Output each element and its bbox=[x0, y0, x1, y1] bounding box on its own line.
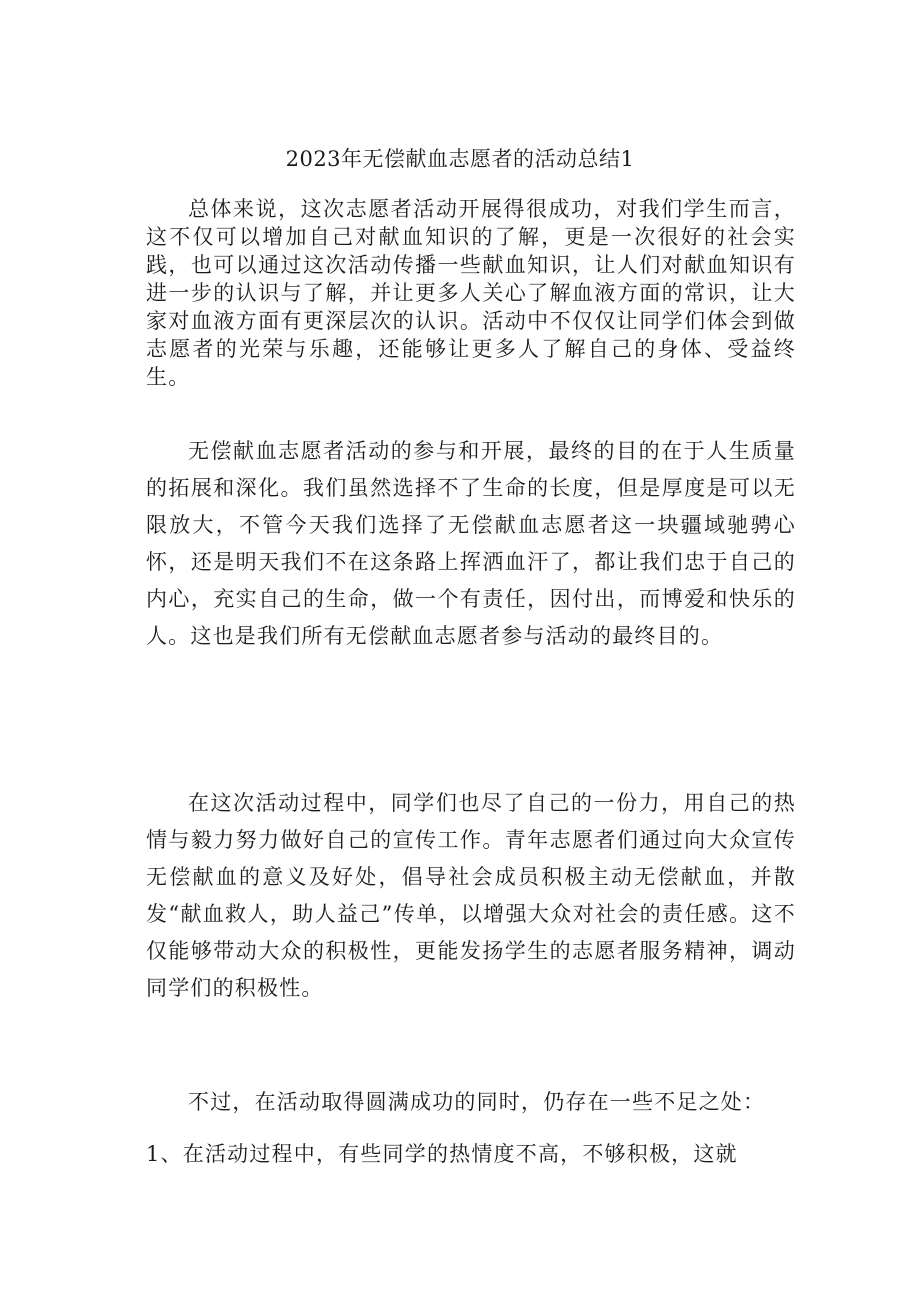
paragraph-purpose: 无偿献血志愿者活动的参与和开展，最终的目的在于人生质量的拓展和深化。我们虽然选择不了生命的长度，但是厚度是可以无限放大，不管今天我们选择了无偿献血志愿者这一块疆域驰骋心怀，还是明天我们不在这条路上挥洒血汗了，都让我们忠于自己的内心，充实自己的生命，做一个有责任，因付出，而博爱和快乐的人。这也是我们所有无偿献血志愿者参与活动的最终目的。 bbox=[146, 439, 796, 648]
list-item-1: 1、在活动过程中，有些同学的热情度不高，不够积极，这就 bbox=[146, 1142, 738, 1166]
paragraph-shortcomings-intro: 不过，在活动取得圆满成功的同时，仍存在一些不足之处： bbox=[188, 1090, 766, 1114]
paragraph-activity: 在这次活动过程中，同学们也尽了自己的一份力，用自己的热情与毅力努力做好自己的宣传工作。青年志愿者们通过向大众宣传无偿献血的意义及好处，倡导社会成员积极主动无偿献血，并散发“献血救人，助人益己”传单，以增强大众对社会的责任感。这不仅能够带动大众的积极性，更能发扬学生的志愿者服务精神，调动同学们的积极性。 bbox=[146, 791, 796, 1000]
paragraph-summary: 总体来说，这次志愿者活动开展得很成功，对我们学生而言，这不仅可以增加自己对献血知识的了解，更是一次很好的社会实践，也可以通过这次活动传播一些献血知识，让人们对献血知识有进一步的认识与了解，并让更多人关心了解血液方面的常识，让大家对血液方面有更深层次的认识。活动中不仅仅让同学们体会到做志愿者的光荣与乐趣，还能够让更多人了解自己的身体、受益终生。 bbox=[146, 197, 796, 389]
document-title: 2023年无偿献血志愿者的活动总结1 bbox=[285, 147, 635, 171]
